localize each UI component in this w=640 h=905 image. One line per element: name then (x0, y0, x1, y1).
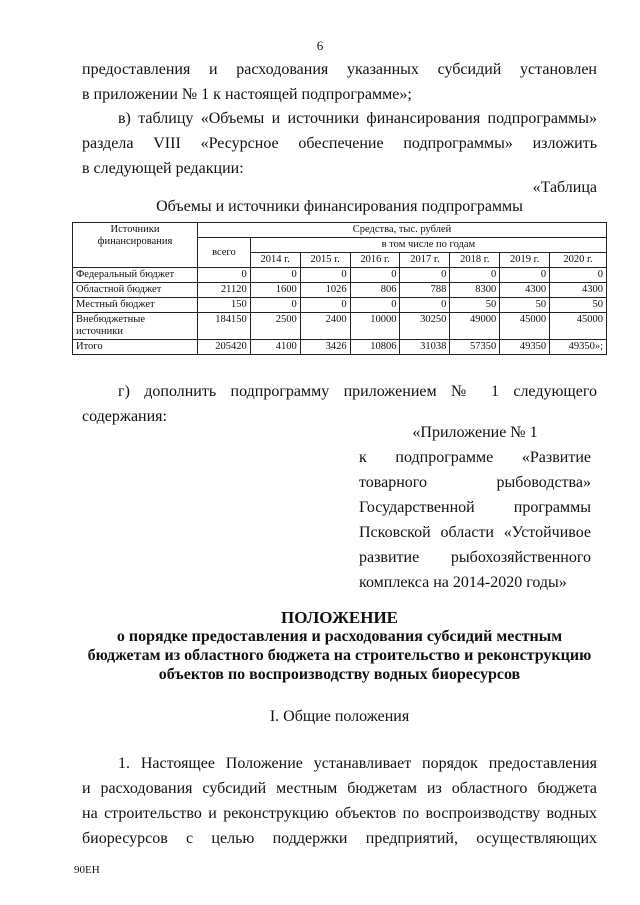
cell-value: 4300 (550, 283, 607, 298)
cell-value: 788 (400, 283, 450, 298)
table-label: «Таблица (532, 179, 597, 196)
row-source: Областной бюджет (73, 283, 198, 298)
paragraph-line: г) дополнить подпрограмму приложением № 1 следующего (118, 383, 597, 400)
cell-value: 50 (450, 298, 500, 313)
footer-code: 90ЕН (74, 864, 100, 876)
cell-value: 0 (350, 298, 400, 313)
regulation-subtitle-line: объектов по воспроизводству водных биоресурсов (158, 666, 521, 683)
appendix-title: «Приложение № 1 (412, 424, 538, 441)
cell-value: 10000 (350, 313, 400, 340)
table-row (73, 283, 607, 298)
column-header-year: 2018 г. (450, 253, 500, 268)
appendix-line: развитие рыбохозяйственного (359, 549, 591, 566)
cell-value: 0 (300, 298, 350, 313)
paragraph-2 (82, 106, 597, 181)
paragraph-line: в) таблицу «Объемы и источники финансирования подпрограммы» (118, 110, 597, 127)
table-row (73, 268, 607, 283)
column-header-funds: Средства, тыс. рублей (198, 223, 607, 238)
cell-value: 45000 (500, 313, 550, 340)
cell-value: 4100 (250, 340, 300, 355)
paragraph-line: биоресурсов с целью поддержки предприятий, осуществляющих (82, 830, 597, 847)
regulation-subtitle-line: бюджетам из областного бюджета на строительство и реконструкцию (87, 647, 592, 664)
cell-value: 50 (550, 298, 607, 313)
cell-value: 31038 (400, 340, 450, 355)
table-row (73, 298, 607, 313)
column-header-source: Источники финансирования (73, 223, 198, 268)
table-title: Объемы и источники финансирования подпрограммы (156, 198, 523, 215)
cell-value: 49350 (500, 340, 550, 355)
regulation-heading (82, 608, 597, 684)
table-row-total (73, 340, 607, 355)
cell-value: 0 (550, 268, 607, 283)
cell-total: 21120 (198, 283, 251, 298)
appendix-line: Государственной программы (359, 499, 591, 516)
cell-total: 150 (198, 298, 251, 313)
cell-value: 2500 (250, 313, 300, 340)
column-header-total: всего (198, 238, 251, 268)
paragraph-line: в приложении № 1 к настоящей подпрограмме»; (82, 86, 412, 103)
cell-value: 0 (400, 298, 450, 313)
cell-value: 0 (250, 268, 300, 283)
cell-value: 0 (250, 298, 300, 313)
cell-value: 8300 (450, 283, 500, 298)
row-source: Внебюджетные источники (73, 313, 198, 340)
column-header-year: 2015 г. (300, 253, 350, 268)
cell-value: 3426 (300, 340, 350, 355)
paragraph-line: 1. Настоящее Положение устанавливает порядок предоставления (118, 755, 597, 772)
financing-table (72, 222, 607, 355)
section-title: I. Общие положения (269, 708, 410, 725)
appendix-line: к подпрограмме «Развитие (359, 449, 591, 466)
cell-value: 50 (500, 298, 550, 313)
body-paragraph (82, 751, 597, 851)
cell-value: 1600 (250, 283, 300, 298)
row-source: Федеральный бюджет (73, 268, 198, 283)
appendix-line: комплекса на 2014-2020 годы» (359, 574, 567, 591)
cell-value: 0 (450, 268, 500, 283)
paragraph-1 (82, 57, 597, 107)
paragraph-line: предоставления и расходования указанных субсидий установлен (82, 61, 597, 78)
regulation-subtitle-line: о порядке предоставления и расходования субсидий местным (116, 628, 563, 645)
cell-value: 49350»; (550, 340, 607, 355)
cell-value: 10806 (350, 340, 400, 355)
paragraph-line: содержания: (82, 408, 167, 425)
cell-value: 2400 (300, 313, 350, 340)
row-source: Итого (73, 340, 198, 355)
column-header-year: 2020 г. (550, 253, 607, 268)
cell-value: 1026 (300, 283, 350, 298)
cell-value: 30250 (400, 313, 450, 340)
cell-value: 4300 (500, 283, 550, 298)
cell-value: 0 (500, 268, 550, 283)
cell-total: 205420 (198, 340, 251, 355)
cell-value: 0 (350, 268, 400, 283)
paragraph-line: раздела VIII «Ресурсное обеспечение подпрограммы» изложить (82, 135, 597, 152)
appendix-line: товарного рыбоводства» (359, 474, 591, 491)
column-header-year: 2019 г. (500, 253, 550, 268)
cell-value: 0 (300, 268, 350, 283)
appendix-line: Псковской области «Устойчивое (359, 524, 591, 541)
cell-value: 45000 (550, 313, 607, 340)
paragraph-line: на строительство и реконструкцию объектов по воспроизводству водных (82, 805, 597, 822)
column-header-year: 2017 г. (400, 253, 450, 268)
column-header-by-years: в том числе по годам (250, 238, 606, 253)
paragraph-line: в следующей редакции: (82, 160, 244, 177)
cell-value: 806 (350, 283, 400, 298)
cell-total: 184150 (198, 313, 251, 340)
cell-value: 0 (400, 268, 450, 283)
cell-total: 0 (198, 268, 251, 283)
cell-value: 49000 (450, 313, 500, 340)
paragraph-line: и расходования субсидий местным бюджетам из областного бюджета (82, 780, 597, 797)
column-header-year: 2014 г. (250, 253, 300, 268)
appendix-reference (359, 420, 591, 595)
page-number: 6 (316, 38, 324, 53)
row-source: Местный бюджет (73, 298, 198, 313)
column-header-year: 2016 г. (350, 253, 400, 268)
table-row (73, 313, 607, 340)
regulation-title: ПОЛОЖЕНИЕ (281, 608, 398, 627)
cell-value: 57350 (450, 340, 500, 355)
